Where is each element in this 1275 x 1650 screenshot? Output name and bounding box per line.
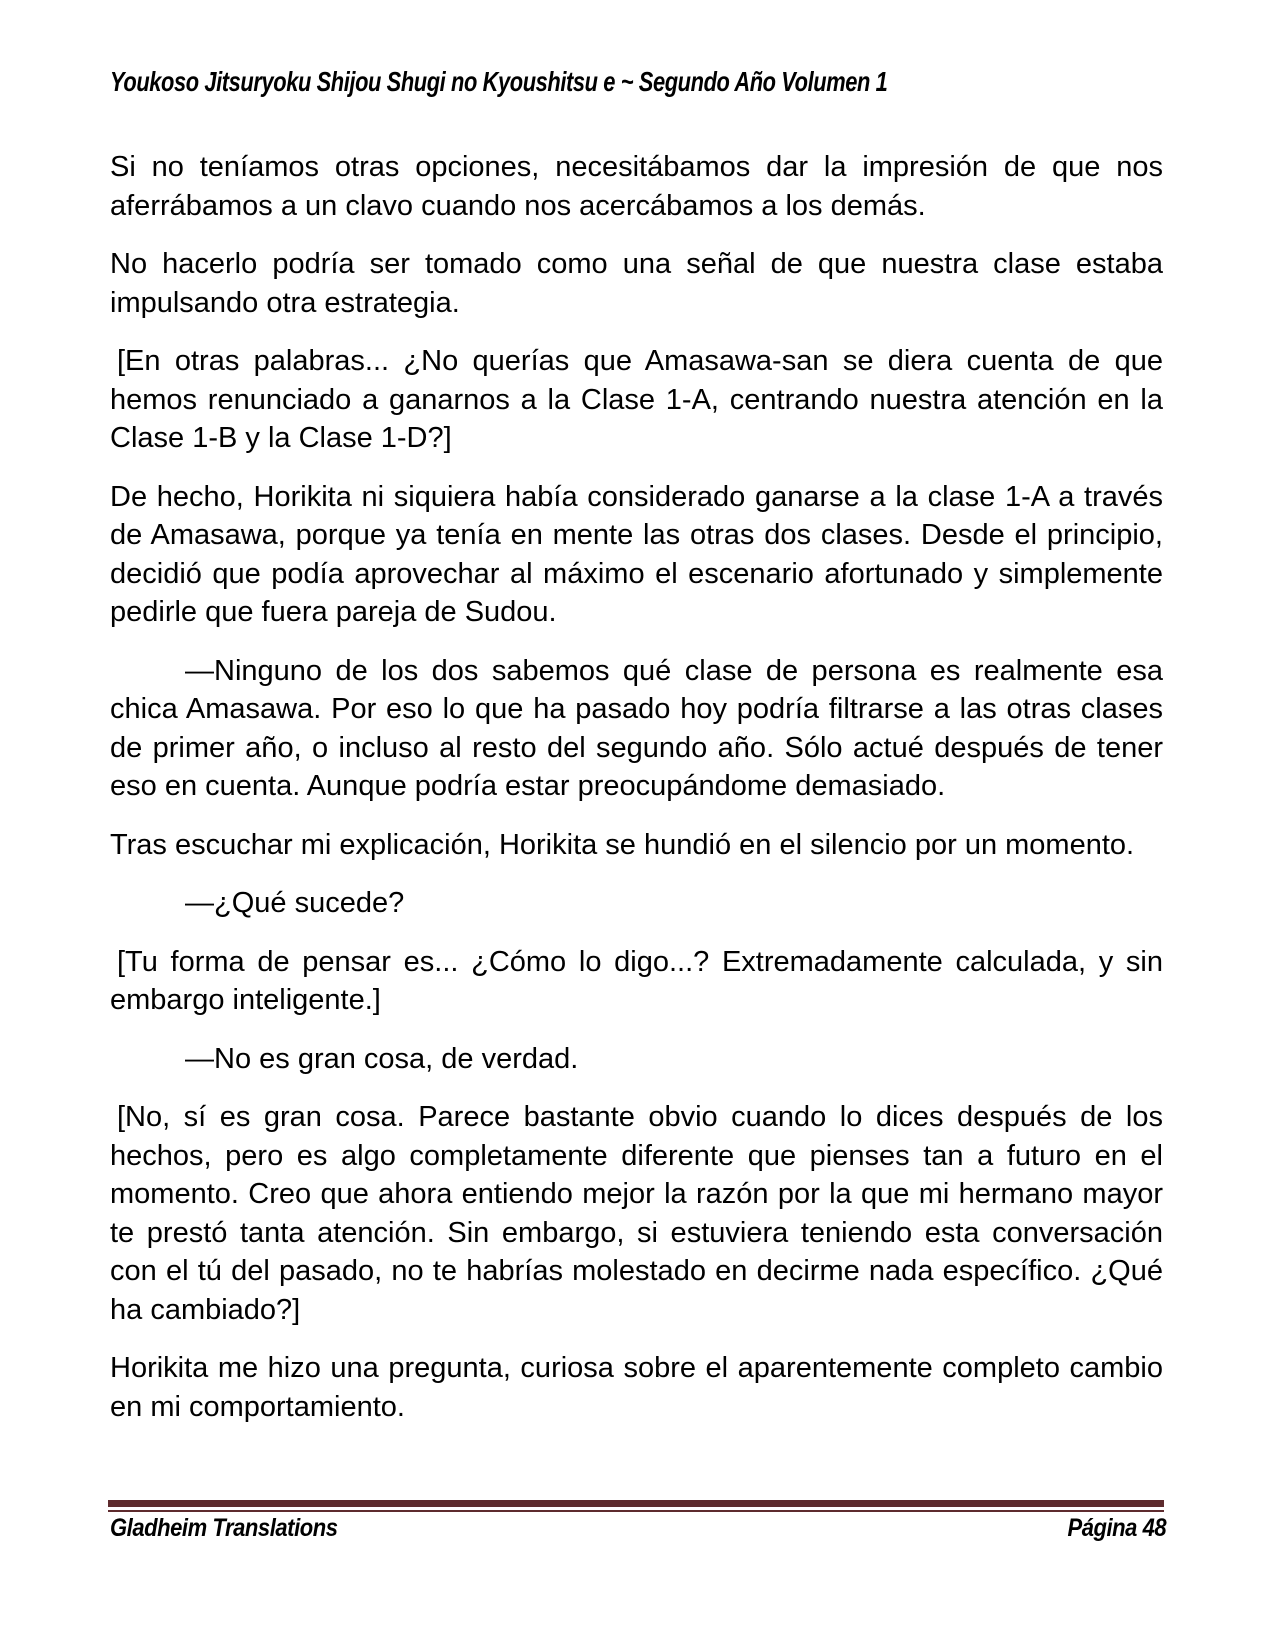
footer-page-number: Página 48 — [1067, 1514, 1166, 1542]
paragraph: —¿Qué sucede? — [185, 887, 405, 919]
paragraph: —Ninguno de los dos sabemos qué clase de persona es realmente esa chica Amasawa. Por eso lo que ha pasado hoy podría filtrarse a las otras clases de primer año, o incluso al resto del segundo año. Sólo actué después de tener eso en cuenta. Aunque podría estar preocupándome demasiado. — [110, 654, 1163, 802]
footer-divider-thick-line — [108, 1500, 1164, 1507]
paragraph: De hecho, Horikita ni siquiera había considerado ganarse a la clase 1-A a través de Amasawa, porque ya tenía en mente las otras dos clases. Desde el principio, decidió que podía aprovechar al máximo el escenario afortunado y simplemente pedirle que fuera pareja de Sudou. — [110, 480, 1163, 628]
paragraph: [No, sí es gran cosa. Parece bastante obvio cuando lo dices después de los hechos, pero es algo completamente diferente que pienses tan a futuro en el momento. Creo que ahora entiendo mejor la razón por la que mi hermano mayor te prestó tanta atención. Sin embargo, si estuviera teniendo esta conversación con el tú del pasado, no te habrías molestado en decirme nada específico. ¿Qué ha cambiado?] — [110, 1101, 1163, 1326]
footer-divider-thin-line — [108, 1510, 1164, 1512]
body-text — [110, 148, 1163, 1426]
page-footer — [110, 1514, 1166, 1543]
footer-divider — [108, 1500, 1164, 1512]
paragraph: —No es gran cosa, de verdad. — [185, 1042, 579, 1075]
paragraph: Horikita me hizo una pregunta, curiosa sobre el aparentemente completo cambio en mi comportamiento. — [110, 1352, 1163, 1423]
paragraph: Tras escuchar mi explicación, Horikita se hundió en el silencio por un momento. — [110, 828, 1135, 861]
paragraph: Si no teníamos otras opciones, necesitábamos dar la impresión de que nos aferrábamos a un clavo cuando nos acercábamos a los demás. — [110, 151, 1163, 222]
paragraph: [En otras palabras... ¿No querías que Amasawa-san se diera cuenta de que hemos renunciado a ganarnos a la Clase 1-A, centrando nuestra atención en la Clase 1-B y la Clase 1-D?] — [110, 345, 1163, 454]
running-title: Youkoso Jitsuryoku Shijou Shugi no Kyoushitsu e ~ Segundo Año Volumen 1 — [110, 66, 888, 97]
footer-translator-credit: Gladheim Translations — [110, 1514, 338, 1542]
paragraph: [Tu forma de pensar es... ¿Cómo lo digo...? Extremadamente calculada, y sin embargo inteligente.] — [110, 945, 1163, 1016]
paragraph: No hacerlo podría ser tomado como una señal de que nuestra clase estaba impulsando otra estrategia. — [110, 248, 1163, 319]
page-header — [110, 66, 1107, 98]
